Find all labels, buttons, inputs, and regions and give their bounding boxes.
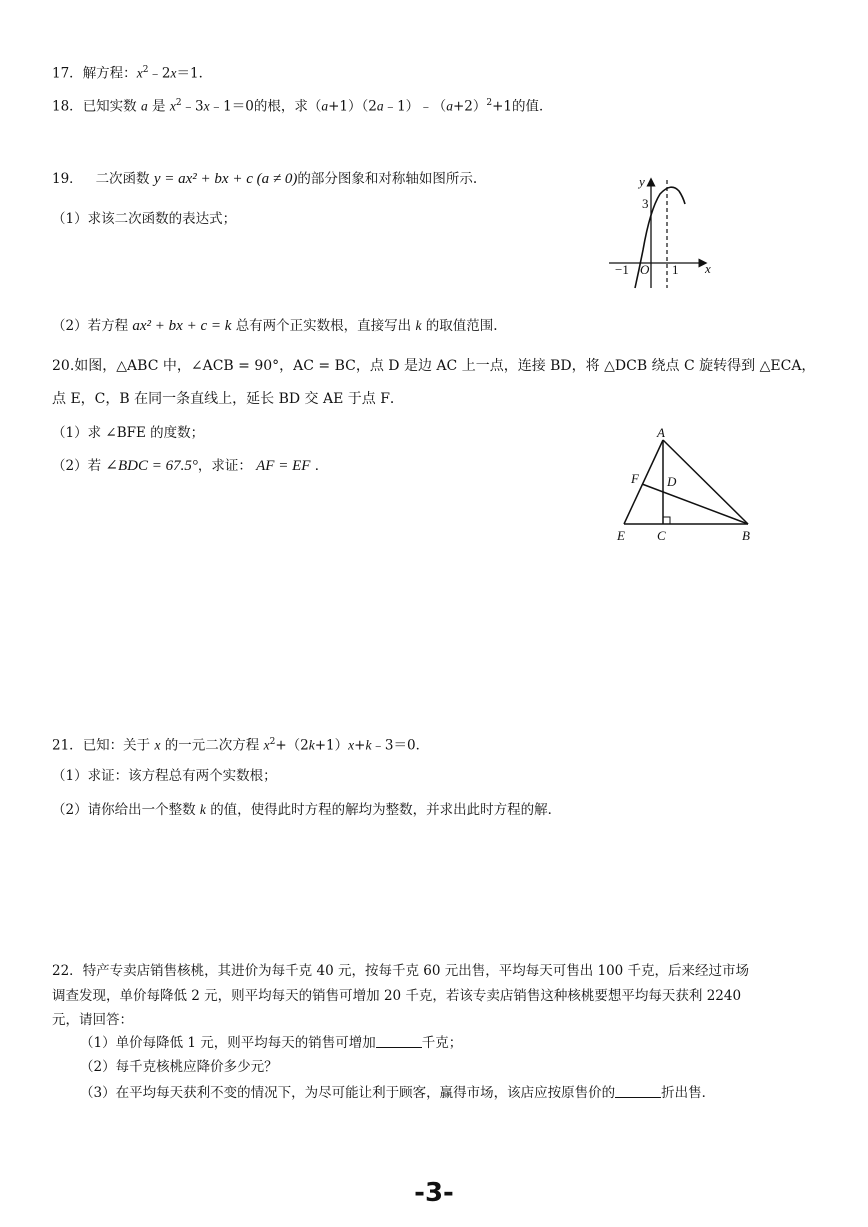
question-19-part-2: （2）若方程 ax² + bx + c = k 总有两个正实数根，直接写出 k 的取值范围.: [52, 318, 498, 334]
right-angle-mark: [663, 517, 670, 524]
label-f: F: [631, 471, 639, 486]
question-number: 19．: [52, 171, 83, 187]
label-d: D: [667, 474, 677, 489]
label-1: 1: [672, 262, 679, 277]
segment-fb: [642, 484, 748, 524]
question-18: 18．已知实数 a 是 $x^2﹣3x﹣1=0$的根，求$(a+1)(2a﹣1)﹣(a+2)^2+1$的值．: [52, 98, 553, 115]
question-number: 20.: [52, 358, 75, 374]
question-22-part-2: （2）每千克核桃应降价多少元？: [80, 1059, 278, 1075]
question-number: 17．: [52, 65, 83, 82]
question-number: 21．: [52, 737, 83, 754]
answer-blank[interactable]: [615, 1085, 661, 1098]
page-number: -3-: [414, 1178, 454, 1208]
formula: y = ax² + bx + c (a ≠ 0): [153, 171, 298, 187]
question-number: 22．: [52, 963, 83, 979]
label-a: A: [657, 425, 665, 440]
label-c: C: [657, 528, 666, 543]
label-neg1: −1: [615, 262, 629, 277]
label-y: y: [639, 174, 645, 189]
question-21-part-1: （1）求证：该方程总有两个实数根；: [52, 768, 277, 784]
label-3: 3: [642, 196, 649, 211]
question-19: 19． 二次函数 y = ax² + bx + c (a ≠ 0)的部分图象和对称轴如图所示.: [52, 171, 478, 187]
parabola-graph: [605, 170, 730, 292]
question-22-part-3: （3）在平均每天获利不变的情况下，为尽可能让利于顾客，赢得市场，该店应按原售价的 折出售．: [80, 1085, 716, 1101]
question-20-part-2: （2）若 ∠BDC = 67.5°，求证： AF = EF ．: [52, 458, 329, 474]
answer-blank[interactable]: [376, 1035, 422, 1048]
question-20-line-2: 点 E，C，B 在同一条直线上，延长 BD 交 AE 于点 F．: [52, 391, 404, 407]
formula: ax² + bx + c = k: [132, 318, 232, 334]
label-e: E: [617, 528, 625, 543]
question-22-line-2: 调查发现，单价每降低 2 元，则平均每天的销售可增加 20 千克，若该专卖店销售这种核桃要想平均每天获利 2240: [52, 988, 742, 1004]
segment-ae: [624, 440, 663, 524]
question-number: 18．: [52, 98, 83, 115]
label-origin: O: [640, 262, 650, 277]
triangle-figure: [610, 422, 760, 547]
question-21-part-2: （2）请你给出一个整数 k 的值，使得此时方程的解均为整数，并求出此时方程的解．: [52, 802, 562, 818]
question-19-part-1: （1）求该二次函数的表达式；: [52, 211, 237, 227]
question-20-line-1: 20.如图，△ABC 中，∠ACB = 90°，AC = BC，点 D 是边 AC 上一点，连接 BD，将 △DCB 绕点 C 旋转得到 △ECA，: [52, 358, 816, 374]
question-22-part-1: （1）单价每降低 1 元，则平均每天的销售可增加 千克；: [80, 1035, 463, 1051]
question-17: 17．解方程：$x^2﹣2x=1$．: [52, 65, 213, 82]
question-22-line-1: 22．特产专卖店销售核桃，其进价为每千克 40 元，按每千克 60 元出售，平均每天可售出 100 千克，后来经过市场: [52, 963, 750, 979]
question-22-line-3: 元，请回答：: [52, 1012, 133, 1028]
question-20-part-1: （1）求 ∠BFE 的度数；: [52, 425, 205, 441]
label-x: x: [705, 261, 711, 276]
question-21: 21．已知：关于 x 的一元二次方程 $x^2+(2k+1)x+k﹣3=0$．: [52, 737, 430, 754]
label-b: B: [742, 528, 750, 543]
